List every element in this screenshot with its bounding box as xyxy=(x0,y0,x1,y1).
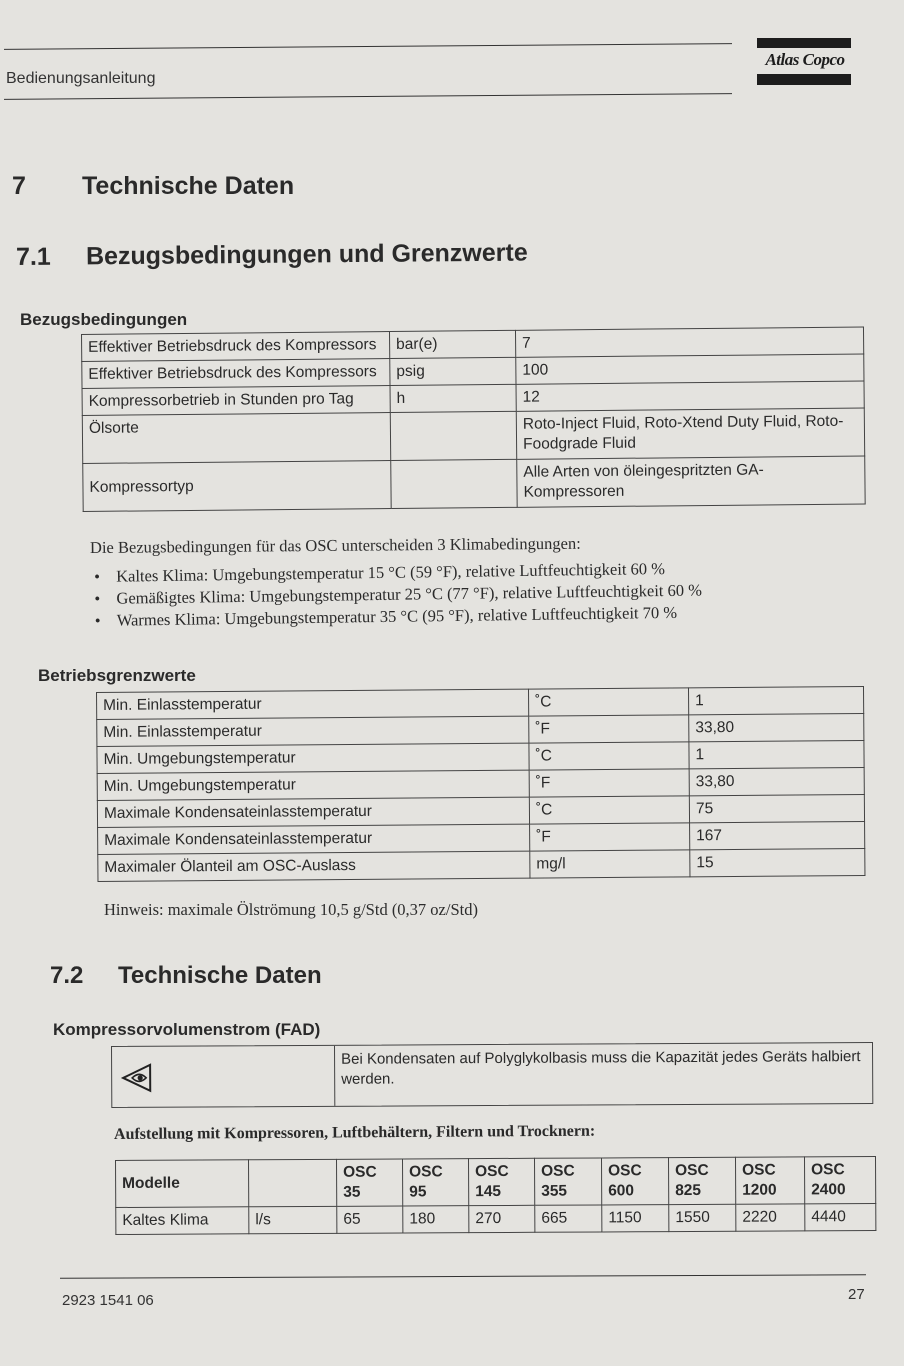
table-cell: Min. Umgebungstemperatur xyxy=(97,743,529,773)
bezug-heading: Bezugsbedingungen xyxy=(20,310,188,329)
table-cell: bar(e) xyxy=(389,330,515,358)
column-header: OSC 95 xyxy=(402,1159,468,1206)
table-cell: 2220 xyxy=(736,1204,805,1231)
column-header: OSC 600 xyxy=(601,1158,668,1205)
section-title: Technische Daten xyxy=(82,172,295,200)
table-cell: Maximale Kondensateinlasstemperatur xyxy=(97,797,529,827)
column-header: OSC 2400 xyxy=(804,1157,875,1204)
section-number: 7.1 xyxy=(15,242,51,271)
table-cell: 15 xyxy=(690,848,865,876)
table-cell: Maximale Kondensateinlasstemperatur xyxy=(98,824,530,854)
table-row xyxy=(82,408,864,464)
model-table-title: Aufstellung mit Kompressoren, Luftbehältern, Filtern und Trocknern: xyxy=(113,1122,596,1143)
table-cell: 33,80 xyxy=(689,767,864,795)
table-cell: ˚F xyxy=(529,715,689,743)
bezug-table xyxy=(81,326,866,512)
table-cell: Roto-Inject Fluid, Roto-Xtend Duty Fluid, Roto-Foodgrade Fluid xyxy=(516,408,864,459)
grenz-note: Hinweis: maximale Ölströmung 10,5 g/Std (0,37 oz/Std) xyxy=(104,900,478,919)
table-cell xyxy=(391,459,517,508)
table-cell: 75 xyxy=(689,794,864,822)
eye-warning-icon xyxy=(120,1061,154,1095)
table-cell: 180 xyxy=(403,1206,469,1233)
table-cell: 100 xyxy=(516,354,864,384)
table-cell: psig xyxy=(390,357,516,385)
logo-bar-bottom xyxy=(757,74,851,85)
table-cell: ˚C xyxy=(529,742,689,770)
header-title: Bedienungsanleitung xyxy=(6,70,156,87)
table-cell: Maximaler Ölanteil am OSC-Auslass xyxy=(98,851,530,881)
table-cell: Alle Arten von öleingespritzten GA-Kompressoren xyxy=(517,456,865,507)
list-item: • Warmes Klima: Umgebungstemperatur 35 °C (95 °F), relative Luftfeuchtigkeit 70 % xyxy=(93,600,793,632)
table-cell: ˚C xyxy=(529,796,689,824)
table-cell: 1 xyxy=(689,740,864,768)
table-cell: h xyxy=(390,384,516,412)
table-cell: 12 xyxy=(516,381,864,411)
table-cell: ˚F xyxy=(529,769,689,797)
table-cell: 167 xyxy=(690,821,865,849)
table-cell: ˚F xyxy=(530,823,690,851)
fad-heading: Kompressorvolumenstrom (FAD) xyxy=(53,1020,321,1039)
section-number: 7.2 xyxy=(50,962,84,989)
bezug-intro: Die Bezugsbedingungen für das OSC unterscheiden 3 Klimabedingungen: xyxy=(89,533,581,557)
column-header: OSC 1200 xyxy=(735,1157,804,1204)
section-7-2-heading xyxy=(50,962,322,990)
footer-rule xyxy=(60,1274,866,1279)
table-cell xyxy=(390,411,516,460)
climate-list xyxy=(92,556,793,632)
table-cell: 665 xyxy=(535,1205,602,1232)
section-7-heading xyxy=(12,172,294,201)
table-header-row xyxy=(116,1157,876,1208)
table-cell: 270 xyxy=(469,1205,535,1232)
table-row xyxy=(98,848,865,881)
page-number: 27 xyxy=(848,1286,865,1303)
table-cell: 4440 xyxy=(805,1204,876,1231)
table-cell: Kaltes Klima xyxy=(116,1207,249,1235)
column-header xyxy=(249,1159,337,1206)
table-cell: ˚C xyxy=(528,688,688,716)
doc-number: 2923 1541 06 xyxy=(62,1292,154,1309)
model-table xyxy=(115,1156,876,1235)
table-cell: Effektiver Betriebsdruck des Kompressors xyxy=(82,359,390,389)
table-cell: 7 xyxy=(515,327,863,357)
section-title: Technische Daten xyxy=(118,962,322,989)
table-cell: l/s xyxy=(249,1206,337,1233)
table-cell: Effektiver Betriebsdruck des Kompressors xyxy=(82,332,390,362)
table-cell: mg/l xyxy=(530,850,690,878)
table-cell: Ölsorte xyxy=(82,413,390,464)
warning-icon-cell xyxy=(112,1046,335,1107)
table-cell: Kompressortyp xyxy=(83,461,391,512)
table-cell: 1550 xyxy=(669,1204,736,1231)
table-cell: Min. Einlasstemperatur xyxy=(97,716,529,746)
table-row xyxy=(83,456,865,512)
warning-text: Bei Kondensaten auf Polyglykolbasis muss die Kapazität jedes Geräts halbiert werden. xyxy=(341,1048,861,1088)
column-header: Modelle xyxy=(116,1160,249,1208)
column-header: OSC 355 xyxy=(534,1158,601,1205)
section-number: 7 xyxy=(12,172,26,200)
list-item: • Kaltes Klima: Umgebungstemperatur 15 °C (59 °F), relative Luftfeuchtigkeit 60 % xyxy=(92,556,792,588)
column-header: OSC 825 xyxy=(668,1157,735,1204)
table-cell: 33,80 xyxy=(689,713,864,741)
table-cell: Kompressorbetrieb in Stunden pro Tag xyxy=(82,386,390,416)
atlas-copco-logo: Atlas Copco xyxy=(765,50,845,69)
column-header: OSC 145 xyxy=(468,1158,534,1205)
header-rule-top xyxy=(4,43,732,50)
table-cell: Min. Umgebungstemperatur xyxy=(97,770,529,800)
table-cell: 1 xyxy=(688,686,863,714)
table-cell: 1150 xyxy=(602,1205,669,1232)
column-header: OSC 35 xyxy=(336,1159,402,1206)
grenz-heading: Betriebsgrenzwerte xyxy=(38,666,196,685)
table-cell: Min. Einlasstemperatur xyxy=(97,689,529,719)
header-rule-bottom xyxy=(4,93,732,100)
grenz-table xyxy=(96,686,865,882)
logo-bar-top xyxy=(757,38,851,48)
list-item: • Gemäßigtes Klima: Umgebungstemperatur 25 °C (77 °F), relative Luftfeuchtigkeit 60 % xyxy=(92,578,792,610)
section-title: Bezugsbedingungen und Grenzwerte xyxy=(85,238,528,271)
section-7-1-heading xyxy=(16,239,528,272)
table-row xyxy=(116,1204,876,1235)
warning-box xyxy=(111,1042,873,1108)
table-cell: 65 xyxy=(337,1206,403,1233)
